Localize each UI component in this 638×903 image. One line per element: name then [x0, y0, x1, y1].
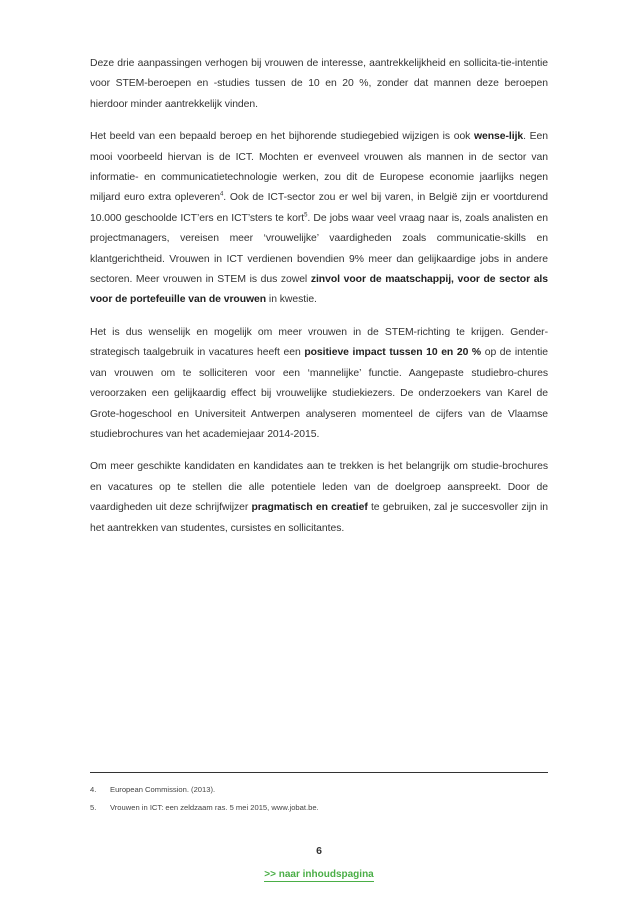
paragraph-2-text-4: . De jobs waar veel vraag naar is, zoals analisten en projectmanagers, vereisen meer ‘vrouwelijke’ vaardigheden zoals communicatie-skills en klantgerichtheid. Vrouwen in ICT verdienen bovendien 9% meer dan gelijkaardige jobs in andere sectoren. Meer vrouwen in STEM is dus zowel [90, 212, 548, 286]
paragraph-2-text-2: . Een mooi voorbeeld hiervan is de ICT. Mochten er evenveel vrouwen als mannen in de sector van informatie- en communicatietechnologie werken, zou dit de Europese economie jaarlijks negen miljard euro extra opleveren [90, 131, 548, 204]
paragraph-2-bold-1: wense-lijk [473, 131, 524, 143]
toc-link-container [0, 864, 638, 882]
paragraph-2 [90, 127, 548, 311]
paragraph-3 [90, 323, 548, 445]
paragraph-4 [90, 457, 548, 539]
paragraph-2-text-3: . Ook de ICT-sector zou er wel bij varen, in België zijn er voortdurend 10.000 geschoolde ICT’ers en ICT’sters te kort [90, 192, 548, 224]
table-of-contents-link[interactable]: >> naar inhoudspagina [264, 869, 374, 880]
paragraph-3-text-1: Het is dus wenselijk en mogelijk om meer vrouwen in de STEM-richting te krijgen. Gender-strategisch taalgebruik in vacatures heeft een [90, 326, 548, 359]
paragraph-2-text-1: Het beeld van een bepaald beroep en het bijhorende studiegebied wijzigen is ook [90, 131, 474, 143]
paragraph-2-bold-2: zinvol voor de maatschappij, voor de sector als voor de portefeuille van de vrouwen [90, 274, 548, 306]
footnote-4 [90, 781, 548, 799]
paragraph-4-text-2: te gebruiken, zal je succesvoller zijn in het aantrekken van studentes, cursistes en sollicitantes. [90, 502, 548, 534]
page-number: 6 [316, 845, 322, 857]
paragraph-2-text-5: in kwestie. [266, 294, 317, 306]
footnote-text: European Commission. (2013). [110, 785, 216, 794]
footnote-ref-5: 5 [304, 212, 308, 219]
paragraph-3-text-2: op de intentie van vrouwen om te solliciteren voor een ‘mannelijke’ functie. Aangepaste studiebro-chures veroorzaken een gelijkaardig effect bij vrouwelijke studiekiezers. De onderzoekers van Karel de Grote-hogeschool en Universiteit Antwerpen analyseren momenteel de cijfers van de Vlaamse studiebrochures van het academiejaar 2014-2015. [90, 347, 548, 440]
footnote-ref-4: 4 [219, 191, 224, 198]
footnote-text: Vrouwen in ICT: een zeldzaam ras. 5 mei 2015, www.jobat.be. [110, 803, 319, 812]
body-text [90, 54, 548, 551]
footnote-divider [90, 772, 548, 773]
paragraph-4-bold-1: pragmatisch en creatief [251, 502, 368, 514]
footnote-number: 5. [90, 803, 97, 812]
paragraph-4-text-1: Om meer geschikte kandidaten en kandidates aan te trekken is het belangrijk om studie-brochures en vacatures op te stellen die alle potentiele leden van de doelgroep aanspreekt. Door de vaardigheden uit deze schrijfwijzer [90, 461, 548, 514]
footnotes [90, 781, 548, 817]
paragraph-3-bold-1: positieve impact tussen 10 en 20 % [304, 347, 482, 359]
footnote-number: 4. [90, 785, 97, 794]
paragraph-1: Deze drie aanpassingen verhogen bij vrouwen de interesse, aantrekkelijkheid en sollicita-tie-intentie voor STEM-beroepen en -studies tussen de 10 en 20 %, zonder dat mannen deze beroepen hierdoor minder aantrekkelijk vinden. [90, 58, 548, 110]
footnote-5 [90, 799, 548, 817]
